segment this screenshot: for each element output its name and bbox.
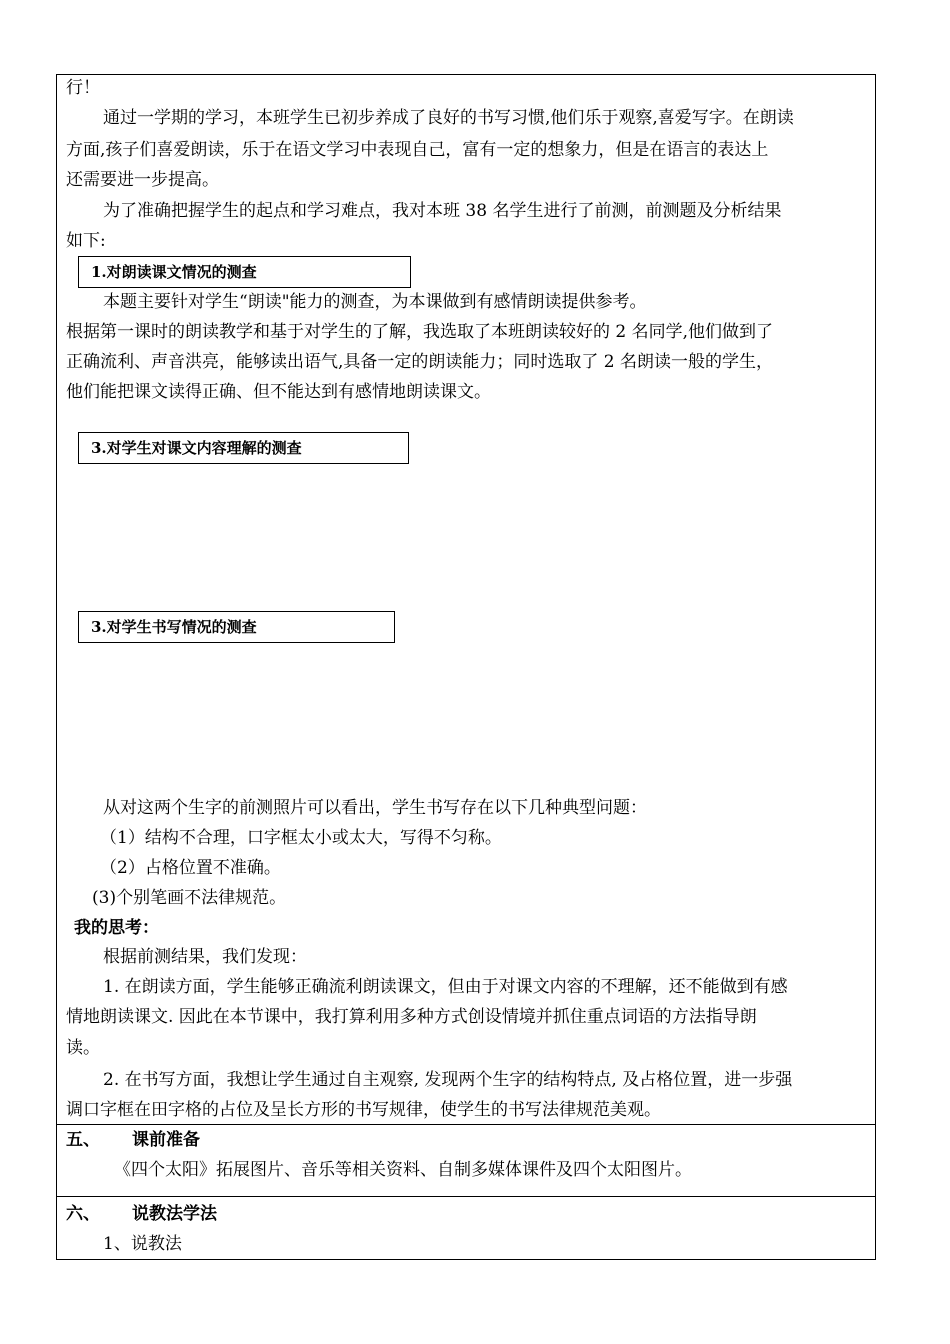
section-divider-5	[56, 1124, 876, 1125]
text-line: （1）结构不合理，口字框太小或太大，写得不匀称。	[100, 828, 502, 848]
text-line: 还需要进一步提高。	[66, 170, 219, 190]
section6-title: 说教法学法	[132, 1204, 217, 1224]
section5-title: 课前准备	[132, 1130, 200, 1150]
text-line: 根据前测结果，我们发现：	[103, 947, 307, 967]
section6-number: 六、	[66, 1204, 100, 1224]
text-line: 本题主要针对学生“朗读"能力的测查，为本课做到有感情朗读提供参考。	[103, 292, 647, 312]
section5-content: 《四个太阳》拓展图片、音乐等相关资料、自制多媒体课件及四个太阳图片。	[114, 1160, 692, 1180]
test3-title-box: 3.对学生书写情况的测查	[78, 611, 395, 643]
text-line: 如下:	[66, 231, 106, 251]
text-line: 行！	[66, 78, 100, 98]
test2-title-box: 3.对学生对课文内容理解的测查	[78, 432, 409, 464]
text-line: （2）占格位置不准确。	[100, 858, 281, 878]
text-line: 调口字框在田字格的占位及呈长方形的书写规律，使学生的书写法律规范美观。	[66, 1100, 661, 1120]
section-divider-6	[56, 1196, 876, 1197]
text-line: 从对这两个生字的前测照片可以看出，学生书写存在以下几种典型问题：	[103, 798, 647, 818]
text-line: 他们能把课文读得正确、但不能达到有感情地朗读课文。	[66, 382, 491, 402]
text-line: 1. 在朗读方面，学生能够正确流利朗读课文，但由于对课文内容的不理解，还不能做到有感	[103, 977, 788, 997]
text-line: 2. 在书写方面，我想让学生通过自主观察, 发现两个生字的结构特点, 及占格位置，进一步强	[103, 1070, 793, 1090]
text-line: 情地朗读课文. 因此在本节课中，我打算利用多种方式创设情境并抓住重点词语的方法指导朗	[66, 1007, 757, 1027]
test1-title-box: 1.对朗读课文情况的测查	[78, 256, 411, 288]
text-line: 读。	[66, 1038, 100, 1058]
text-line: 正确流利、声音洪亮，能够读出语气,具备一定的朗读能力；同时选取了 2 名朗读一般的学生，	[66, 352, 774, 372]
text-line: 为了准确把握学生的起点和学习难点，我对本班 38 名学生进行了前测，前测题及分析结果	[103, 201, 782, 221]
text-line: (3)个别笔画不法律规范。	[92, 888, 287, 908]
text-line: 方面,孩子们喜爱朗读，乐于在语文学习中表现自己，富有一定的想象力，但是在语言的表达上	[66, 140, 769, 160]
section6-item: 1、说教法	[103, 1234, 182, 1254]
text-line: 根据第一课时的朗读教学和基于对学生的了解，我选取了本班朗读较好的 2 名同学,他们做到了	[66, 322, 774, 342]
thinking-heading: 我的思考：	[74, 918, 159, 938]
section5-number: 五、	[66, 1130, 100, 1150]
text-line: 通过一学期的学习，本班学生已初步养成了良好的书写习惯,他们乐于观察,喜爱写字。在朗读	[103, 108, 794, 128]
